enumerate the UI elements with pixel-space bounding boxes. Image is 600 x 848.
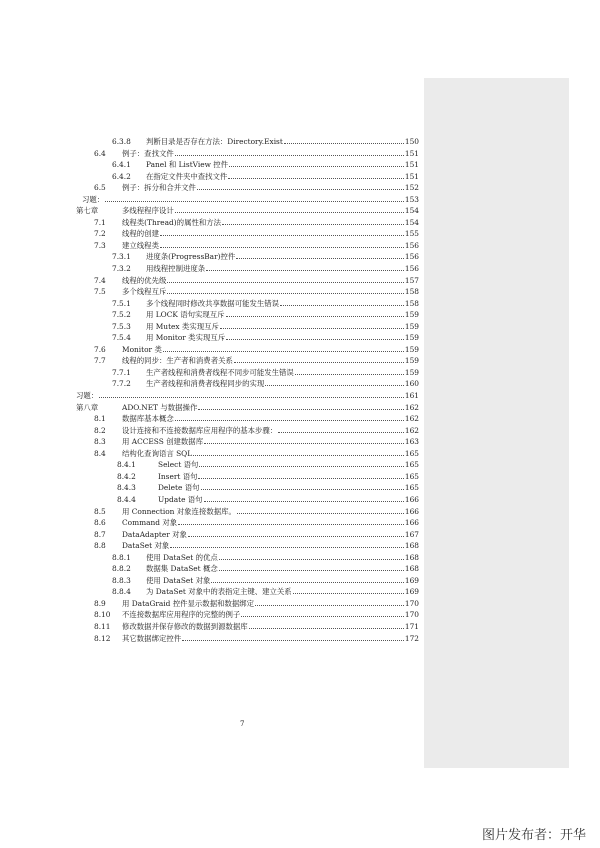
toc-entry-page: 162 bbox=[404, 402, 419, 412]
toc-entry[interactable] bbox=[76, 171, 419, 183]
toc-entry[interactable] bbox=[76, 251, 419, 263]
toc-entry-title: 例子：拆分和合并文件 bbox=[122, 183, 196, 193]
toc-dot-leader bbox=[99, 390, 404, 398]
toc-dot-leader bbox=[201, 482, 404, 490]
toc-dot-leader bbox=[241, 609, 404, 617]
toc-entry-title: 使用 DataSet 的优点 bbox=[146, 552, 218, 562]
toc-entry-number: 7.5.3 bbox=[112, 321, 131, 331]
toc-entry-title: Delete 语句 bbox=[158, 483, 200, 493]
toc-entry-page: 160 bbox=[404, 379, 419, 389]
toc-dot-leader bbox=[278, 425, 404, 433]
toc-entry[interactable] bbox=[76, 205, 419, 217]
toc-entry-page: 159 bbox=[404, 344, 419, 354]
toc-entry-number: 7.5.2 bbox=[112, 310, 131, 320]
toc-entry-page: 158 bbox=[404, 298, 419, 308]
toc-dot-leader bbox=[295, 367, 404, 375]
toc-entry-title: 用 ACCESS 创建数据库 bbox=[122, 437, 204, 447]
toc-entry-title: 在指定文件夹中查找文件 bbox=[146, 171, 228, 181]
toc-dot-leader bbox=[237, 506, 404, 514]
toc-entry-page: 151 bbox=[404, 171, 419, 181]
toc-entry[interactable] bbox=[76, 309, 419, 321]
table-of-contents bbox=[76, 136, 419, 644]
toc-entry-number: 7.3 bbox=[94, 240, 106, 250]
toc-entry[interactable] bbox=[76, 332, 419, 344]
toc-entry[interactable] bbox=[76, 321, 419, 333]
toc-entry-number: 8.8.4 bbox=[112, 587, 131, 597]
toc-entry[interactable] bbox=[76, 552, 419, 564]
toc-entry[interactable] bbox=[76, 540, 419, 552]
toc-entry-page: 168 bbox=[404, 564, 419, 574]
toc-entry-title: 生产者线程和消费者线程不同步可能发生错误 bbox=[146, 367, 294, 377]
toc-entry[interactable] bbox=[76, 436, 419, 448]
toc-entry-page: 154 bbox=[404, 217, 419, 227]
toc-entry-page: 156 bbox=[404, 252, 419, 262]
toc-entry-number: 7.7 bbox=[94, 356, 106, 366]
toc-entry[interactable] bbox=[76, 159, 419, 171]
toc-entry-title: 为 DataSet 对象中的表指定主键、建立关系 bbox=[146, 587, 292, 597]
toc-entry-page: 159 bbox=[404, 321, 419, 331]
toc-entry[interactable] bbox=[76, 194, 419, 206]
toc-dot-leader bbox=[255, 598, 404, 606]
toc-entry-page: 165 bbox=[404, 448, 419, 458]
toc-entry-number: 8.5 bbox=[94, 506, 106, 516]
toc-entry-page: 153 bbox=[404, 194, 419, 204]
toc-entry[interactable] bbox=[76, 413, 419, 425]
toc-entry-title: 结构化查询语言 SQL bbox=[122, 448, 193, 458]
toc-entry-title: 线程类(Thread)的属性和方法 bbox=[122, 217, 222, 227]
toc-entry-title: 习题： bbox=[76, 391, 99, 401]
toc-entry-number: 7.6 bbox=[94, 344, 106, 354]
toc-entry-title: 用 Connection 对象连接数据库。 bbox=[122, 506, 236, 516]
toc-entry-title: Panel 和 ListView 控件 bbox=[146, 160, 229, 170]
toc-entry[interactable] bbox=[76, 517, 419, 529]
toc-entry-page: 171 bbox=[404, 621, 419, 631]
toc-entry[interactable] bbox=[76, 344, 419, 356]
page-number: 7 bbox=[240, 720, 245, 728]
toc-entry[interactable] bbox=[76, 228, 419, 240]
toc-dot-leader bbox=[265, 378, 404, 386]
toc-entry-page: 151 bbox=[404, 160, 419, 170]
toc-dot-leader bbox=[234, 355, 404, 363]
toc-entry-number: 第八章 bbox=[76, 402, 99, 412]
toc-entry-title: 不连接数据库应用程序的完整的例子 bbox=[122, 610, 241, 620]
toc-entry-title: 用线程控制进度条 bbox=[146, 264, 206, 274]
toc-entry-title: Insert 语句 bbox=[158, 471, 198, 481]
toc-entry-page: 169 bbox=[404, 575, 419, 585]
toc-entry[interactable] bbox=[76, 286, 419, 298]
toc-entry-number: 8.9 bbox=[94, 598, 106, 608]
toc-dot-leader bbox=[197, 182, 404, 190]
toc-dot-leader bbox=[167, 275, 404, 283]
toc-entry-number: 8.8 bbox=[94, 541, 106, 551]
toc-entry-title: 线程的同步：生产者和消费者关系 bbox=[122, 356, 233, 366]
toc-entry-page: 166 bbox=[404, 494, 419, 504]
toc-entry-title: DataSet 对象 bbox=[122, 541, 170, 551]
toc-entry-page: 155 bbox=[404, 229, 419, 239]
toc-entry-page: 156 bbox=[404, 264, 419, 274]
toc-entry-page: 158 bbox=[404, 287, 419, 297]
toc-entry-title: 线程的优先级 bbox=[122, 275, 167, 285]
toc-entry-page: 169 bbox=[404, 587, 419, 597]
toc-entry[interactable] bbox=[76, 482, 419, 494]
toc-entry-page: 170 bbox=[404, 610, 419, 620]
toc-dot-leader bbox=[280, 298, 404, 306]
toc-entry-page: 168 bbox=[404, 552, 419, 562]
toc-entry[interactable] bbox=[76, 240, 419, 252]
toc-entry-title: 其它数据绑定控件 bbox=[122, 633, 182, 643]
toc-entry-number: 8.2 bbox=[94, 425, 106, 435]
toc-entry[interactable] bbox=[76, 182, 419, 194]
toc-entry-number: 8.12 bbox=[94, 633, 111, 643]
toc-dot-leader bbox=[284, 136, 404, 144]
toc-entry-title: 数据集 DataSet 概念 bbox=[146, 564, 218, 574]
toc-entry-title: Select 语句 bbox=[158, 460, 199, 470]
toc-entry-title: 多线程程序设计 bbox=[122, 206, 174, 216]
toc-entry[interactable] bbox=[76, 633, 419, 645]
toc-entry-number: 7.4 bbox=[94, 275, 106, 285]
toc-dot-leader bbox=[167, 286, 404, 294]
toc-entry-title: 多个线程互斥 bbox=[122, 287, 167, 297]
toc-entry-page: 152 bbox=[404, 183, 419, 193]
toc-dot-leader bbox=[229, 159, 404, 167]
toc-entry-number: 7.7.2 bbox=[112, 379, 131, 389]
toc-entry-number: 8.1 bbox=[94, 414, 106, 424]
toc-entry-title: 多个线程同时修改共享数据可能发生错误 bbox=[146, 298, 280, 308]
toc-dot-leader bbox=[170, 540, 404, 548]
toc-entry[interactable] bbox=[76, 378, 419, 390]
toc-entry-number: 8.4.3 bbox=[117, 483, 136, 493]
toc-entry-number: 6.5 bbox=[94, 183, 106, 193]
toc-entry-page: 162 bbox=[404, 414, 419, 424]
toc-entry-page: 159 bbox=[404, 356, 419, 366]
toc-entry-title: 习题： bbox=[82, 194, 105, 204]
toc-entry[interactable] bbox=[76, 148, 419, 160]
toc-dot-leader bbox=[193, 448, 404, 456]
toc-entry-title: 进度条(ProgressBar)控件 bbox=[146, 252, 236, 262]
toc-entry[interactable] bbox=[76, 494, 419, 506]
toc-entry[interactable] bbox=[76, 586, 419, 598]
toc-dot-leader bbox=[105, 194, 404, 202]
toc-entry[interactable] bbox=[76, 459, 419, 471]
toc-entry-title: 生产者线程和消费者线程同步的实现 bbox=[146, 379, 265, 389]
toc-entry[interactable] bbox=[76, 598, 419, 610]
toc-dot-leader bbox=[211, 575, 404, 583]
toc-dot-leader bbox=[160, 228, 404, 236]
toc-dot-leader bbox=[163, 344, 404, 352]
toc-dot-leader bbox=[219, 552, 404, 560]
toc-entry[interactable] bbox=[76, 609, 419, 621]
toc-entry-title: Update 语句 bbox=[158, 494, 203, 504]
toc-entry-title: 修改数据并保存修改的数据到源数据库 bbox=[122, 621, 248, 631]
toc-entry-number: 8.3 bbox=[94, 437, 106, 447]
toc-entry-number: 7.5.4 bbox=[112, 333, 131, 343]
toc-dot-leader bbox=[198, 402, 404, 410]
toc-entry-number: 7.1 bbox=[94, 217, 106, 227]
publisher-watermark: 图片发布者：开华 bbox=[481, 828, 586, 843]
toc-entry-number: 8.4.4 bbox=[117, 494, 136, 504]
toc-entry-title: 使用 DataSet 对象 bbox=[146, 575, 211, 585]
toc-entry-page: 156 bbox=[404, 240, 419, 250]
toc-entry-number: 8.4.2 bbox=[117, 471, 136, 481]
toc-dot-leader bbox=[219, 563, 404, 571]
toc-entry[interactable] bbox=[76, 136, 419, 148]
side-panel bbox=[424, 78, 569, 768]
toc-entry-page: 157 bbox=[404, 275, 419, 285]
toc-entry-number: 6.4.2 bbox=[112, 171, 131, 181]
toc-entry-title: ADO.NET 与数据操作 bbox=[122, 402, 198, 412]
toc-dot-leader bbox=[226, 309, 404, 317]
toc-dot-leader bbox=[198, 471, 403, 479]
toc-entry-title: 设计连接和不连接数据库应用程序的基本步骤： bbox=[122, 425, 278, 435]
toc-entry[interactable] bbox=[76, 506, 419, 518]
toc-entry-page: 165 bbox=[404, 471, 419, 481]
toc-entry-title: 建立线程类 bbox=[122, 240, 159, 250]
toc-dot-leader bbox=[222, 217, 404, 225]
toc-entry-page: 168 bbox=[404, 541, 419, 551]
toc-entry[interactable] bbox=[76, 529, 419, 541]
toc-entry-number: 8.8.3 bbox=[112, 575, 131, 585]
toc-entry-title: 数据库基本概念 bbox=[122, 414, 174, 424]
toc-entry[interactable] bbox=[76, 275, 419, 287]
toc-entry-title: 判断目录是否存在方法：Directory.Exist bbox=[146, 137, 283, 146]
toc-dot-leader bbox=[204, 494, 404, 502]
toc-entry-number: 8.11 bbox=[94, 621, 111, 631]
toc-dot-leader bbox=[236, 251, 404, 259]
toc-entry[interactable] bbox=[76, 563, 419, 575]
toc-entry-page: 170 bbox=[404, 598, 419, 608]
toc-entry-number: 7.5.1 bbox=[112, 298, 131, 308]
toc-entry-page: 159 bbox=[404, 367, 419, 377]
toc-dot-leader bbox=[160, 240, 404, 248]
toc-entry[interactable] bbox=[76, 298, 419, 310]
toc-dot-leader bbox=[220, 321, 404, 329]
toc-entry[interactable] bbox=[76, 217, 419, 229]
toc-entry-number: 8.6 bbox=[94, 518, 106, 528]
toc-entry-title: DataAdapter 对象 bbox=[122, 529, 187, 539]
toc-entry-number: 7.5 bbox=[94, 287, 106, 297]
toc-dot-leader bbox=[175, 413, 404, 421]
toc-entry-page: 167 bbox=[404, 529, 419, 539]
toc-entry-number: 8.8.2 bbox=[112, 564, 131, 574]
toc-entry-number: 6.4 bbox=[94, 148, 106, 158]
toc-entry[interactable] bbox=[76, 575, 419, 587]
toc-entry-page: 165 bbox=[404, 483, 419, 493]
toc-dot-leader bbox=[206, 263, 404, 271]
toc-dot-leader bbox=[175, 148, 404, 156]
toc-entry[interactable] bbox=[76, 355, 419, 367]
toc-entry-page: 161 bbox=[404, 391, 419, 401]
toc-entry-title: 线程的创建 bbox=[122, 229, 159, 239]
toc-entry-title: 用 LOCK 语句实现互斥 bbox=[146, 310, 225, 320]
toc-dot-leader bbox=[182, 633, 404, 641]
toc-entry-number: 第七章 bbox=[76, 206, 99, 216]
toc-dot-leader bbox=[199, 459, 403, 467]
toc-entry-title: Command 对象 bbox=[122, 518, 178, 528]
toc-entry[interactable] bbox=[76, 390, 419, 402]
toc-entry-number: 7.3.1 bbox=[112, 252, 131, 262]
toc-entry-number: 7.3.2 bbox=[112, 264, 131, 274]
toc-entry-number: 7.7.1 bbox=[112, 367, 131, 377]
toc-dot-leader bbox=[178, 517, 404, 525]
toc-dot-leader bbox=[175, 205, 404, 213]
toc-entry[interactable] bbox=[76, 402, 419, 414]
toc-entry-number: 7.2 bbox=[94, 229, 106, 239]
toc-entry-page: 151 bbox=[404, 148, 419, 158]
toc-entry-number: 8.8.1 bbox=[112, 552, 131, 562]
toc-entry-title: 用 Mutex 类实现互斥 bbox=[146, 321, 219, 331]
toc-dot-leader bbox=[228, 171, 404, 179]
toc-dot-leader bbox=[249, 621, 404, 629]
toc-entry-page: 166 bbox=[404, 506, 419, 516]
toc-dot-leader bbox=[226, 332, 404, 340]
toc-entry[interactable] bbox=[76, 471, 419, 483]
toc-entry-page: 172 bbox=[404, 633, 419, 643]
toc-entry-number: 6.4.1 bbox=[112, 160, 131, 170]
toc-entry-title: 用 Monitor 类实现互斥 bbox=[146, 333, 226, 343]
toc-entry-number: 8.10 bbox=[94, 610, 111, 620]
toc-entry-title: 例子：查找文件 bbox=[122, 148, 174, 158]
toc-entry-number: 8.7 bbox=[94, 529, 106, 539]
toc-entry-page: 159 bbox=[404, 333, 419, 343]
toc-entry-page: 162 bbox=[404, 425, 419, 435]
toc-entry-page: 154 bbox=[404, 206, 419, 216]
toc-entry-title: Monitor 类 bbox=[122, 344, 162, 354]
toc-dot-leader bbox=[293, 586, 404, 594]
toc-dot-leader bbox=[204, 436, 404, 444]
toc-entry[interactable] bbox=[76, 263, 419, 275]
toc-entry[interactable] bbox=[76, 448, 419, 460]
toc-entry-page: 166 bbox=[404, 518, 419, 528]
toc-entry-page: 159 bbox=[404, 310, 419, 320]
toc-entry-page: 163 bbox=[404, 437, 419, 447]
toc-dot-leader bbox=[188, 529, 404, 537]
toc-entry-number: 8.4 bbox=[94, 448, 106, 458]
toc-entry-title: 用 DataGraid 控件显示数据和数据绑定 bbox=[122, 598, 255, 608]
toc-entry-number: 6.3.8 bbox=[112, 137, 131, 146]
toc-entry-number: 8.4.1 bbox=[117, 460, 136, 470]
toc-entry[interactable] bbox=[76, 621, 419, 633]
toc-entry[interactable] bbox=[76, 425, 419, 437]
toc-entry-page: 150 bbox=[404, 137, 419, 146]
toc-entry-page: 165 bbox=[404, 460, 419, 470]
toc-entry[interactable] bbox=[76, 367, 419, 379]
